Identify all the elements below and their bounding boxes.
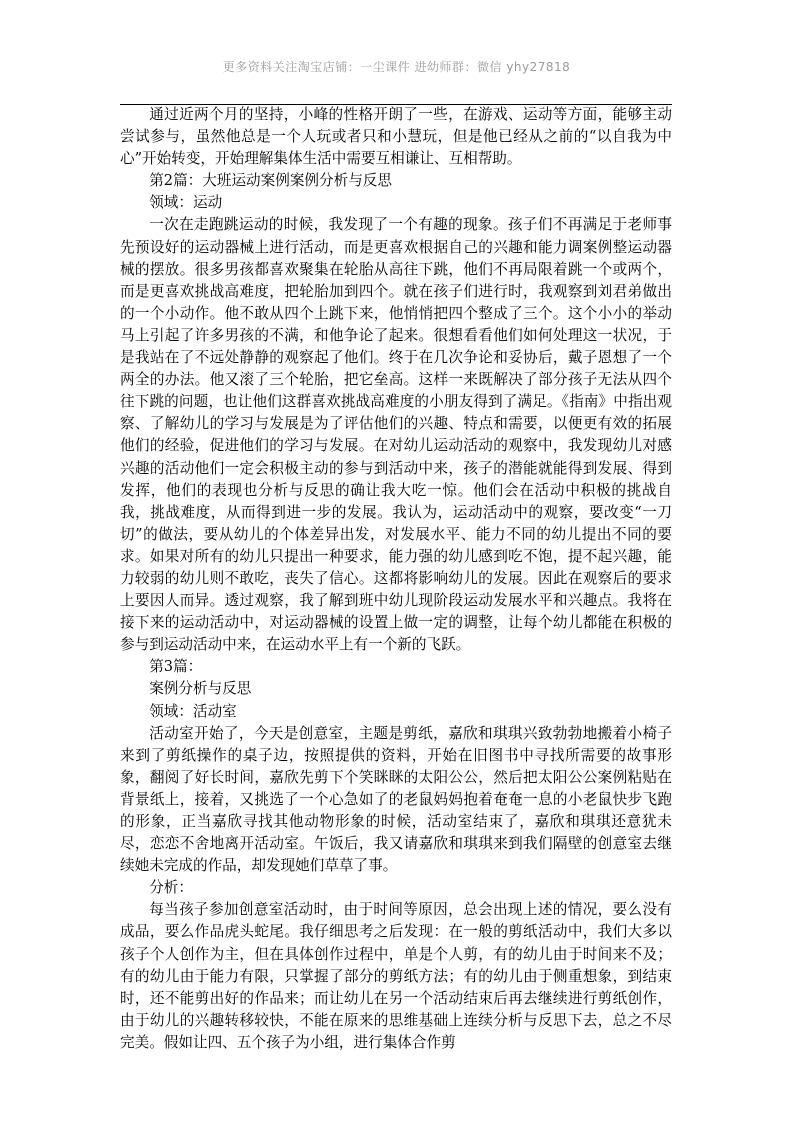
paragraph-analysis: 每当孩子参加创意室活动时，由于时间等原因，总会出现上述的情况，要么没有成品，要么作品虎头蛇尾。我仔细思考之后发现：在一般的剪纸活动中，我们大多以孩子个人创作为主，但在具体创作过程中，单是个人剪，有的幼儿由于时间来不及；有的幼儿由于能力有限，只掌握了部分的剪纸方法；有的幼儿由于侧重想象，到结束时，还不能剪出好的作品来；而让幼儿在另一个活动结束后再去继续进行剪纸创作，由于幼儿的兴趣转移较快，不能在原来的思维基础上连续分析与反思下去，总之不尽完美。假如让四、五个孩子为小组，进行集体合作剪 (120, 901, 672, 1051)
paragraph-intro: 通过近两个月的坚持，小峰的性格开朗了一些，在游戏、运动等方面，能够主动尝试参与，虽然他总是一个人玩或者只和小慧玩，但是他已经从之前的“以自我为中心”开始转变，开始理解集体生活中需要互相谦让、互相帮助。 (120, 106, 672, 168)
analysis-heading: 分析： (149, 879, 193, 897)
header-note: 更多资料关注淘宝店铺：一尘课件 进幼师群：微信 yhy27818 (222, 60, 571, 74)
section-3-domain: 领域：活动室 (149, 702, 237, 720)
section-2-domain: 领域：运动 (149, 194, 223, 212)
paragraph-sports-case: 一次在走跑跳运动的时候，我发现了一个有趣的现象。孩子们不再满足于老师事先预设好的运动器械上进行活动，而是更喜欢根据自己的兴趣和能力调案例整运动器械的摆放。很多男孩都喜欢聚集在轮胎从高往下跳，他们不再局限着跳一个或两个，而是更喜欢挑战高难度，把轮胎加到四个。就在孩子们进行时，我观察到刘君弟做出的一个小动作。他不敢从四个上跳下来，他悄悄把四个整成了三个。这个小小的举动马上引起了许多男孩的不满，和他争论了起来。很想看看他们如何处理这一状况，于是我站在了不远处静静的观察起了他们。终于在几次争论和妥协后，戴子恩想了一个两全的办法。他又滚了三个轮胎，把它垒高。这样一来既解决了部分孩子无法从四个往下跳的问题，也让他们这群喜欢挑战高难度的小朋友得到了满足。《指南》中指出观察、了解幼儿的学习与发展是为了评估他们的兴趣、特点和需要，以便更有效的拓展他们的经验，促进他们的学习与发展。在对幼儿运动活动的观察中，我发现幼儿对感兴趣的活动他们一定会积极主动的参与到活动中来，孩子的潜能就能得到发展、得到发挥，他们的表现也分析与反思的确让我大吃一惊。他们会在活动中积极的挑战自我，挑战难度，从而得到进一步的发展。我认为，运动活动中的观察，要改变“一刀切”的做法，要从幼儿的个体差异出发，对发展水平、能力不同的幼儿提出不同的要求。如果对所有的幼儿只提出一种要求，能力强的幼儿感到吃不饱，提不起兴趣，能力较弱的幼儿则不敢吃，丧失了信心。这都将影响幼儿的发展。因此在观察后的要求上要因人而异。透过观察，我了解到班中幼儿现阶段运动发展水平和兴趣点。我将在接下来的运动活动中，对运动器械的设置上做一定的调整，让每个幼儿都能在积极的参与到运动活动中来，在运动水平上有一个新的飞跃。 (120, 216, 672, 654)
section-2-title: 第2篇：大班运动案例案例分析与反思 (149, 172, 392, 190)
document-body (120, 104, 672, 1054)
section-3-subtitle: 案例分析与反思 (149, 680, 252, 698)
paragraph-activity-room: 活动室开始了，今天是创意室，主题是剪纸，嘉欣和琪琪兴致勃勃地搬着小椅子来到了剪纸操作的桌子边，按照提供的资料，开始在旧图书中寻找所需要的故事形象，翻阅了好长时间，嘉欣先剪下个笑眯眯的太阳公公，然后把太阳公公案例粘贴在背景纸上，接着，又挑选了一个心急如了的老鼠妈妈抱着奄奄一息的小老鼠快步飞跑的形象，正当嘉欣寻找其他动物形象的时候，活动室结束了，嘉欣和琪琪还意犹未尽，恋恋不舍地离开活动室。午饭后，我又请嘉欣和琪琪来到我们隔壁的创意室去继续她未完成的作品，却发现她们草草了事。 (120, 724, 672, 875)
section-3-title: 第3篇： (149, 658, 203, 676)
